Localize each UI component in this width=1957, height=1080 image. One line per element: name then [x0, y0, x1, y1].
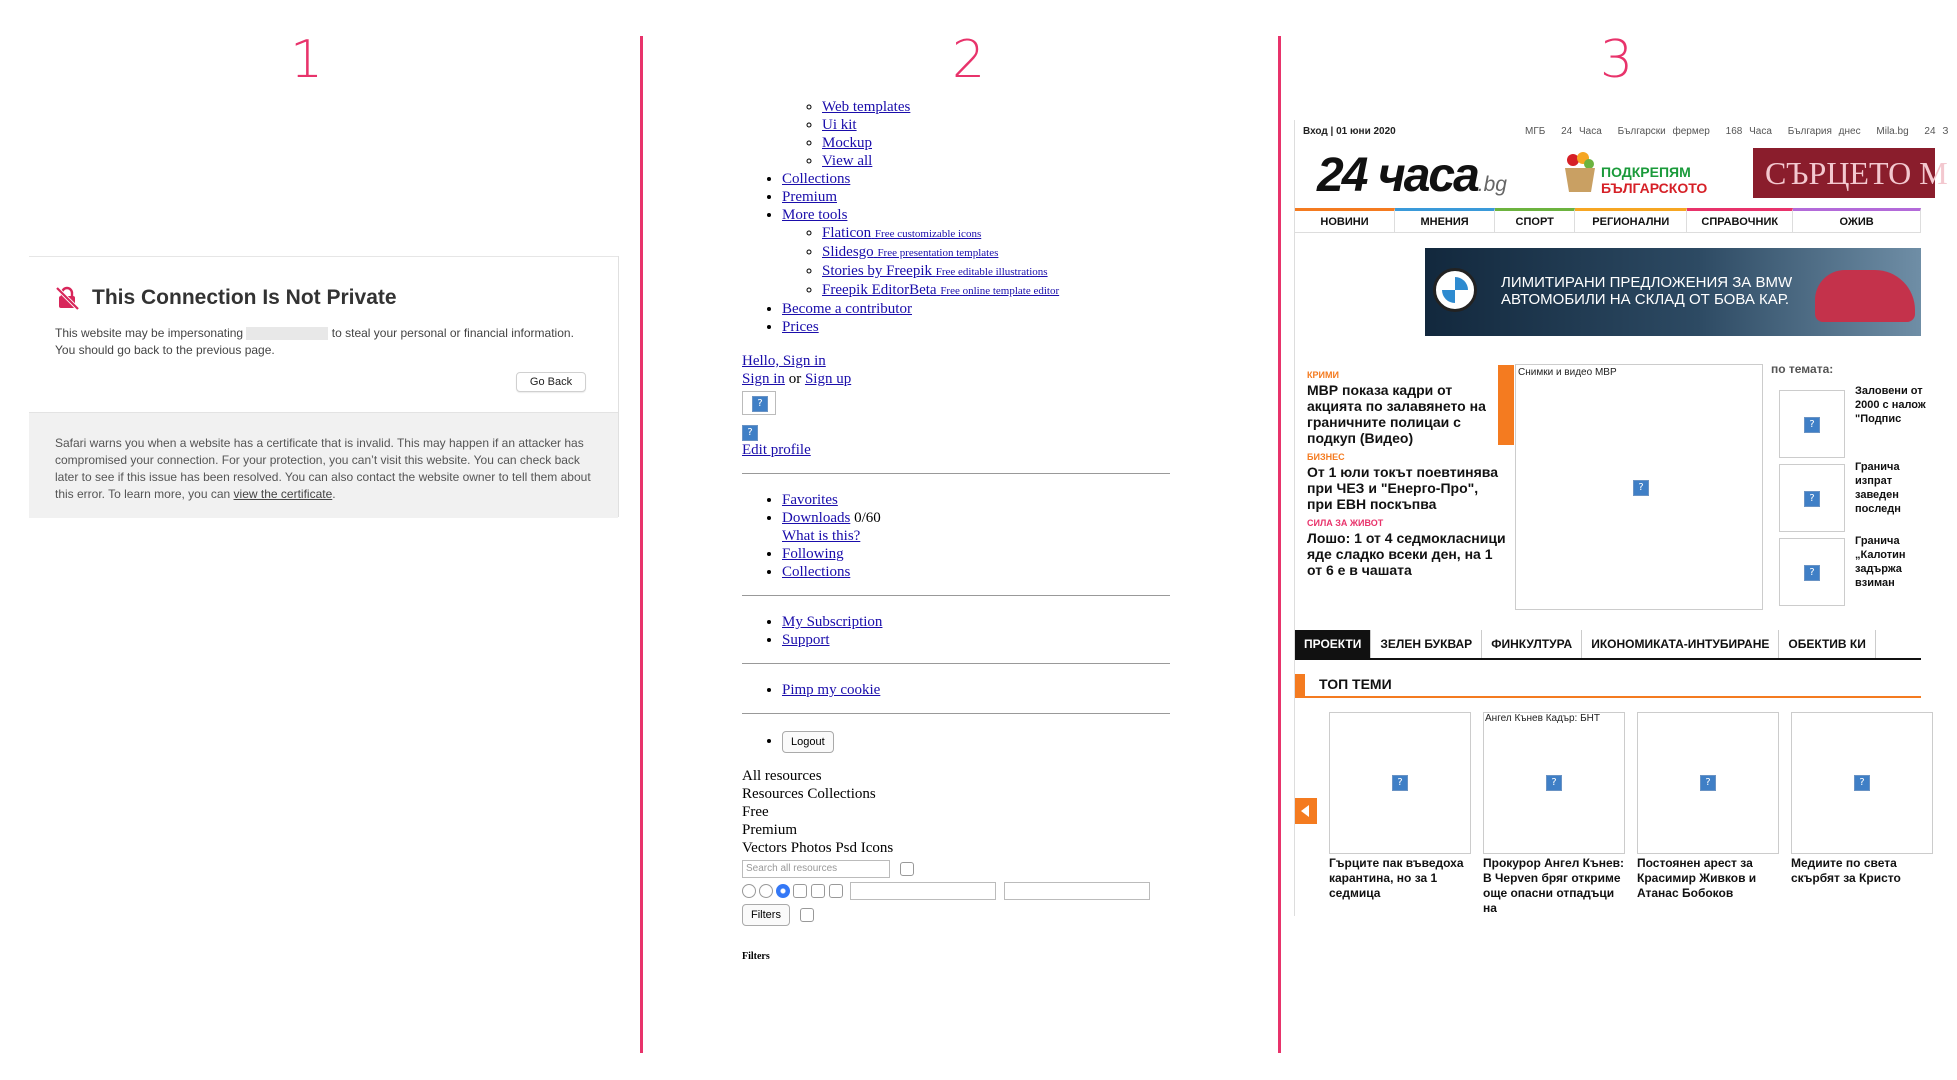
article-category: СИЛА ЗА ЖИВОТ — [1307, 518, 1384, 528]
headline-list — [1307, 370, 1507, 584]
warning-details-text: Safari warns you when a website has a certificate that is invalid. This may happen if an attacker has compromised your connection. For your protection, you can’t visit this website. You can check back later to see if this issue has been resolved. You can also contact the website owner to tell them about this error. To learn more, you can — [55, 436, 591, 501]
filter-checkbox[interactable] — [829, 884, 843, 898]
article-headline[interactable]: Лошо: 1 от 4 седмокласници яде сладко всеки ден, на 1 от 6 е в чашата — [1307, 530, 1506, 578]
menu-link-more-tools[interactable]: More tools — [782, 207, 848, 223]
basket-icon — [1563, 150, 1597, 194]
tab-item[interactable]: ИКОНОМИКАТА-ИНТУБИРАНЕ — [1582, 630, 1779, 658]
header-banner[interactable]: СЪРЦЕТО М — [1753, 148, 1935, 198]
top-link[interactable]: 24 З — [1924, 126, 1949, 137]
go-back-button[interactable]: Go Back — [516, 372, 586, 392]
top-link[interactable]: България днес — [1787, 126, 1861, 137]
warning-details: Safari warns you when a website has a certificate that is invalid. This may happen if an attacker has compromised your connection. For your protection, you can’t visit this website. You can check back later to see if this issue has been resolved. You can also contact the website owner to tell them about this error. To learn more, you can view the certificate. — [29, 412, 618, 518]
top-themes-header: ТОП ТЕМИ — [1295, 674, 1921, 698]
divider — [742, 595, 1170, 596]
article-headline[interactable]: От 1 юли токът поевтинява при ЧЕЗ и "Енерго-Про", при ЕВН поскъпва — [1307, 464, 1499, 512]
view-certificate-link[interactable]: view the certificate — [233, 487, 333, 501]
downloads-count: 0/60 — [854, 510, 881, 526]
sign-up-link[interactable]: Sign up — [804, 371, 852, 387]
related-heading: по темата: — [1771, 362, 1834, 376]
top-link[interactable]: МГБ — [1525, 126, 1546, 137]
menu-link-collections[interactable]: Collections — [782, 171, 851, 187]
broken-image-icon: ? — [1804, 565, 1820, 581]
type-radio[interactable] — [742, 884, 756, 898]
broken-image-icon: ? — [742, 425, 758, 441]
filters-button[interactable]: Filters — [742, 904, 790, 926]
divider — [742, 713, 1170, 714]
cookie-link[interactable]: Pimp my cookie — [782, 682, 881, 698]
warning-title-row — [54, 285, 397, 311]
divider — [742, 663, 1170, 664]
free-label: Free — [742, 804, 769, 820]
downloads-link[interactable]: Downloads — [782, 510, 851, 526]
page-title: This Connection Is Not Private — [92, 286, 397, 309]
login-date[interactable]: Вход | 01 юни 2020 — [1303, 126, 1396, 137]
support-link[interactable]: Support — [782, 632, 830, 648]
safari-warning-page — [29, 256, 619, 517]
broken-image-icon: ? — [1392, 775, 1408, 791]
broken-image-icon: ? — [1854, 775, 1870, 791]
filters-checkbox[interactable] — [800, 908, 814, 922]
submenu-link[interactable]: View all — [822, 153, 873, 169]
sign-in-link[interactable]: Sign in — [742, 371, 785, 387]
panel-divider — [640, 36, 643, 1053]
tab-item[interactable]: ФИНКУЛТУРА — [1482, 630, 1582, 658]
tool-link[interactable]: Stories by Freepik Free editable illustrations — [822, 263, 1048, 279]
hello-sign-in-link[interactable]: Hello, Sign in — [742, 353, 826, 369]
what-is-this-link[interactable]: What is this? — [782, 528, 861, 544]
related-thumb[interactable] — [1779, 390, 1845, 458]
avatar-image — [742, 391, 776, 415]
filter-input[interactable] — [1004, 882, 1150, 900]
project-tabs — [1295, 630, 1921, 660]
topic-title[interactable]: Медиите по света скърбят за Кристо — [1791, 856, 1901, 885]
favorites-link[interactable]: Favorites — [782, 492, 838, 508]
nav-item[interactable]: МНЕНИЯ — [1395, 208, 1495, 233]
nav-item[interactable]: СПОРТ — [1495, 208, 1575, 233]
nav-item[interactable]: РЕГИОНАЛНИ — [1575, 208, 1687, 233]
nav-item[interactable]: ОЖИВ — [1793, 208, 1921, 233]
divider — [742, 473, 1170, 474]
broken-image-icon: ? — [1804, 417, 1820, 433]
search-input[interactable]: Search all resources — [742, 860, 890, 878]
topic-thumb[interactable]: Ангел Кънев Кадър: БНТ ? — [1483, 712, 1625, 854]
nav-item[interactable]: НОВИНИ — [1295, 208, 1395, 233]
premium-label: Premium — [742, 822, 797, 838]
warning-card — [29, 256, 618, 413]
top-link[interactable]: 24 Часа — [1561, 126, 1602, 137]
filter-input[interactable] — [850, 882, 996, 900]
media-arrow[interactable] — [1498, 365, 1514, 445]
topic-thumb[interactable] — [1329, 712, 1471, 854]
site-logo[interactable]: 24 часа.bg — [1317, 149, 1507, 202]
bmw-ad[interactable]: ЛИМИТИРАНИ ПРЕДЛОЖЕНИЯ ЗА BMW АВТОМОБИЛИ НА СКЛАД ОТ БОВА КАР. — [1425, 248, 1921, 336]
broken-image-icon: ? — [1546, 775, 1562, 791]
collections-link[interactable]: Collections — [782, 564, 851, 580]
panel-number-1: 1 — [290, 30, 324, 90]
broken-image-icon: ? — [1700, 775, 1716, 791]
topic-title[interactable]: Постоянен арест за Красимир Живков и Атанас Бобоков — [1637, 856, 1757, 900]
tool-link[interactable]: Flaticon Free customizable icons — [822, 225, 982, 241]
news-site — [1294, 120, 1949, 916]
warning-body: This website may be impersonating to steal your personal or financial information. You should go back to the previous page. — [55, 326, 574, 357]
filters-label: Filters — [742, 951, 770, 963]
menu-link-contributor[interactable]: Become a contributor — [782, 301, 912, 317]
main-nav — [1295, 208, 1921, 233]
broken-image-icon: ? — [1804, 491, 1820, 507]
subscription-link[interactable]: My Subscription — [782, 614, 883, 630]
related-thumb[interactable] — [1779, 538, 1845, 606]
broken-lock-icon — [54, 285, 80, 311]
top-links — [1525, 126, 1957, 137]
car-image — [1815, 270, 1915, 322]
related-title[interactable]: Заловени от 2000 с налож "Подпис — [1855, 385, 1926, 425]
article-headline[interactable]: МВР показа кадри от акцията по залавянето на граничните полицаи с подкуп (Видео) — [1307, 382, 1486, 446]
submenu-link[interactable]: Ui kit — [822, 117, 857, 133]
tab-projects[interactable]: ПРОЕКТИ — [1295, 630, 1371, 658]
type-radio-selected[interactable] — [776, 884, 790, 898]
related-title[interactable]: Гранича „Калотин задържа взиман — [1855, 535, 1906, 589]
unstyled-page: ◦ Web templates ◦ Ui kit ◦ Mockup ◦ View all • Collections • Premium • More tools ◦ Flaticon Free customizable icons ◦ Slidesgo Free presentation templates ◦ Stories by Freepik Free editable illustrations ◦ Freepik EditorBeta Free online template editor • Become a contributor • Prices Hello, Sign in Sign in or Sign up ? ? Edit profile • Favorites • Downloads 0/60 What is this? • Following • Collections • My Subscription • Support • Pimp my cookie • Logout All resources Resources Collections Free Premium Vectors Photos Psd Icons Search all resources Filters Filters — [742, 104, 1172, 1004]
article-category: БИЗНЕС — [1307, 452, 1345, 462]
resource-types: Vectors Photos Psd Icons — [742, 840, 894, 856]
broken-image-icon: ? — [752, 396, 768, 412]
menu-link-prices[interactable]: Prices — [782, 319, 819, 335]
tool-link[interactable]: Freepik EditorBeta Free online template editor — [822, 282, 1060, 298]
panel-number-3: 3 — [1600, 30, 1634, 90]
topic-title[interactable]: Прокурор Ангел Кънев: В Черven бряг откриме още опасни отпадъци на — [1483, 856, 1625, 915]
panel-divider — [1278, 36, 1281, 1053]
article-category: КРИМИ — [1307, 370, 1339, 380]
related-title[interactable]: Гранича изпрат заведен последн — [1855, 461, 1901, 515]
tool-link[interactable]: Slidesgo Free presentation templates — [822, 244, 999, 260]
filter-checkbox[interactable] — [811, 884, 825, 898]
carousel-prev-button[interactable] — [1295, 798, 1317, 824]
topic-title[interactable]: Гърците пак въведоха карантина, но за 1 седмица — [1329, 856, 1464, 900]
top-link[interactable]: 168 Часа — [1725, 126, 1772, 137]
logout-button[interactable]: Logout — [782, 731, 834, 753]
tab-item[interactable]: ОБЕКТИВ КИ — [1779, 630, 1876, 658]
all-resources-label: All resources — [742, 768, 822, 784]
filter-checkbox[interactable] — [793, 884, 807, 898]
edit-profile-link[interactable]: Edit profile — [742, 442, 811, 458]
related-thumb[interactable] — [1779, 464, 1845, 532]
topic-thumb[interactable] — [1637, 712, 1779, 854]
resources-collections-label: Resources Collections — [742, 786, 876, 802]
promo-banner[interactable]: ПОДКРЕПЯМ БЪЛГАРСКОТО — [1563, 150, 1723, 204]
panel-number-2: 2 — [952, 30, 986, 90]
top-link[interactable]: Mila.bg — [1876, 126, 1909, 137]
broken-image-icon: ? — [1633, 480, 1649, 496]
bmw-logo-icon — [1433, 268, 1477, 312]
submenu-link[interactable]: Web templates — [822, 99, 911, 115]
tab-item[interactable]: ЗЕЛЕН БУКВАР — [1371, 630, 1482, 658]
submenu-link[interactable]: Mockup — [822, 135, 872, 151]
menu-link-premium[interactable]: Premium — [782, 189, 837, 205]
redacted-site-name — [246, 327, 328, 340]
topic-thumb[interactable] — [1791, 712, 1933, 854]
nav-item[interactable]: СПРАВОЧНИК — [1687, 208, 1793, 233]
type-radio[interactable] — [759, 884, 773, 898]
media-frame[interactable]: Снимки и видео МВР ? — [1515, 364, 1763, 610]
search-checkbox[interactable] — [900, 862, 914, 876]
following-link[interactable]: Following — [782, 546, 844, 562]
top-link[interactable]: Български фермер — [1617, 126, 1710, 137]
